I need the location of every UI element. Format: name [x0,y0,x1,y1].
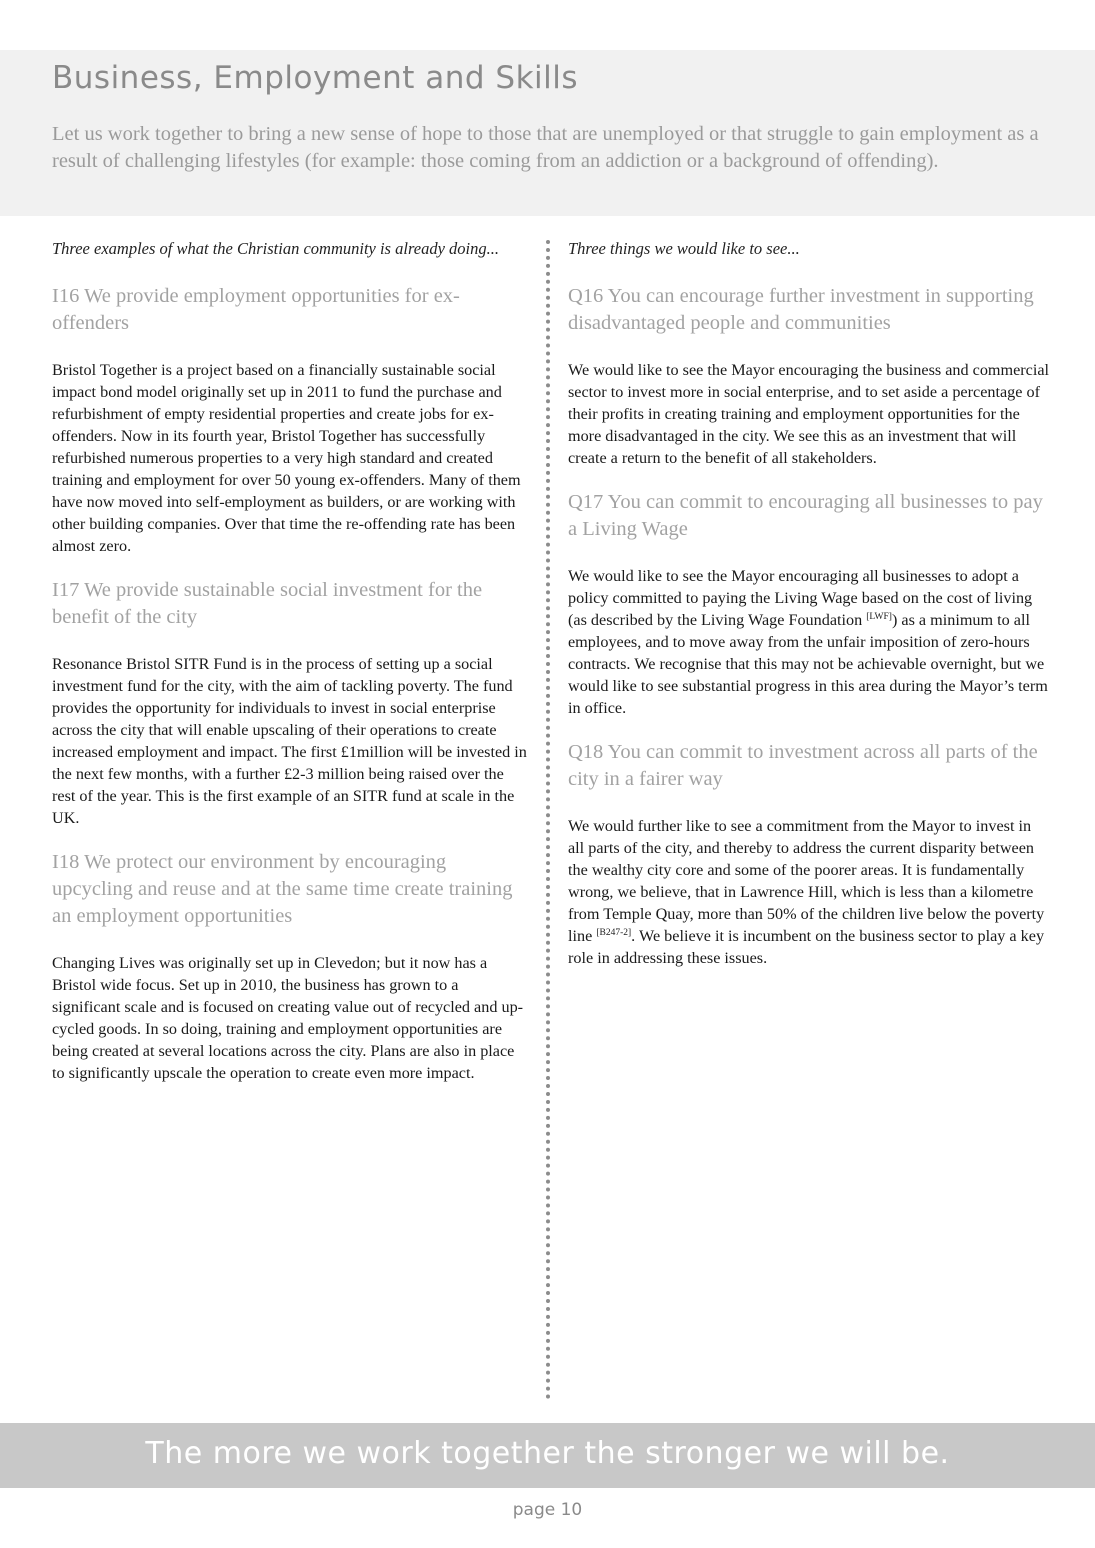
item-heading-i18: I18 We protect our environment by encouraging upcycling and reuse and at the same time create training an employment opportunities [52,851,513,927]
item-body-q18 [568,815,1050,969]
item-heading-q16: Q16 You can encourage further investment in supporting disadvantaged people and communities [568,285,1034,334]
reference-lwf: [LWF] [866,612,892,622]
page-title: Business, Employment and Skills [52,60,579,96]
column-divider [546,240,550,1400]
reference-b247-2: [B247-2] [596,928,632,938]
item-heading-q18: Q18 You can commit to investment across all parts of the city in a fairer way [568,741,1038,790]
item-body-q18-text-start: We would further like to see a commitment from the Mayor to invest in all parts of the city, and thereby to address the current disparity between the wealthy city core and some of the poorer areas. It is fundamentally wrong, we believe, that in Lawrence Hill, which is less than a kilometre from Temple Quay, more than 50% of the children live below the poverty line [568,817,1045,945]
item-body-q17-text-end: ) as a minimum to all employees, and to move away from the unfair imposition of zero-hours contracts. We recognise that this may not be achievable overnight, but we would like to see substantial progress in this area during the Mayor’s term in office. [568,611,1048,717]
left-column [52,237,530,1104]
footer-tagline: The more we work together the stronger we will be. [145,1436,950,1471]
item-body-q18-text-end: . We believe it is incumbent on the business sector to play a key role in addressing these issues. [568,927,1045,967]
page-number: page 10 [512,1500,583,1520]
intro-paragraph: Let us work together to bring a new sense of hope to those that are unemployed or that struggle to gain employment as a result of challenging lifestyles (for example: those coming from an addiction or a background of offending). [52,123,1039,172]
item-body-q17 [568,565,1050,719]
item-body-q16: We would like to see the Mayor encouraging the business and commercial sector to invest more in social enterprise, and to set aside a percentage of their profits in creating training and employment opportunities for the more disadvantaged in the city. We see this as an investment that will create a return to the benefit of all stakeholders. [568,361,1050,467]
item-heading-i16: I16 We provide employment opportunities for ex-offenders [52,285,460,334]
item-body-i18: Changing Lives was originally set up in Clevedon; but it now has a Bristol wide focus. Set up in 2010, the business has grown to a significant scale and is focused on creating value out of recycled and up-cycled goods. In so doing, training and employment opportunities are being created at several locations across the city. Plans are also in place to significantly upscale the operation to create even more impact. [52,954,524,1082]
left-column-heading: Three examples of what the Christian community is already doing... [52,239,499,258]
item-heading-q17: Q17 You can commit to encouraging all businesses to pay a Living Wage [568,491,1043,540]
right-column-heading: Three things we would like to see... [568,239,800,258]
item-heading-i17: I17 We provide sustainable social investment for the benefit of the city [52,579,483,628]
right-column [568,237,1050,989]
item-body-i17: Resonance Bristol SITR Fund is in the process of setting up a social investment fund for the city, with the aim of tackling poverty. The fund provides the opportunity for individuals to invest in social enterprise across the city that will enable upscaling of their operations to create increased employment and impact. The first £1million will be invested in the next few months, with a further £2-3 million being raised over the rest of the year. This is the first example of an SITR fund at scale in the UK. [52,655,527,827]
item-body-i16: Bristol Together is a project based on a financially sustainable social impact bond model originally set up in 2011 to fund the purchase and refurbishment of empty residential properties and create jobs for ex-offenders. Now in its fourth year, Bristol Together has successfully refurbished numerous properties to a very high standard and created training and employment for over 50 young ex-offenders. Many of them have now moved into self-employment as builders, or are working with other building companies. Over that time the re-offending rate has been almost zero. [52,361,521,555]
item-body-q17-text-start: We would like to see the Mayor encouraging all businesses to adopt a policy committed to paying the Living Wage based on the cost of living (as described by the Living Wage Foundation [568,567,1033,629]
